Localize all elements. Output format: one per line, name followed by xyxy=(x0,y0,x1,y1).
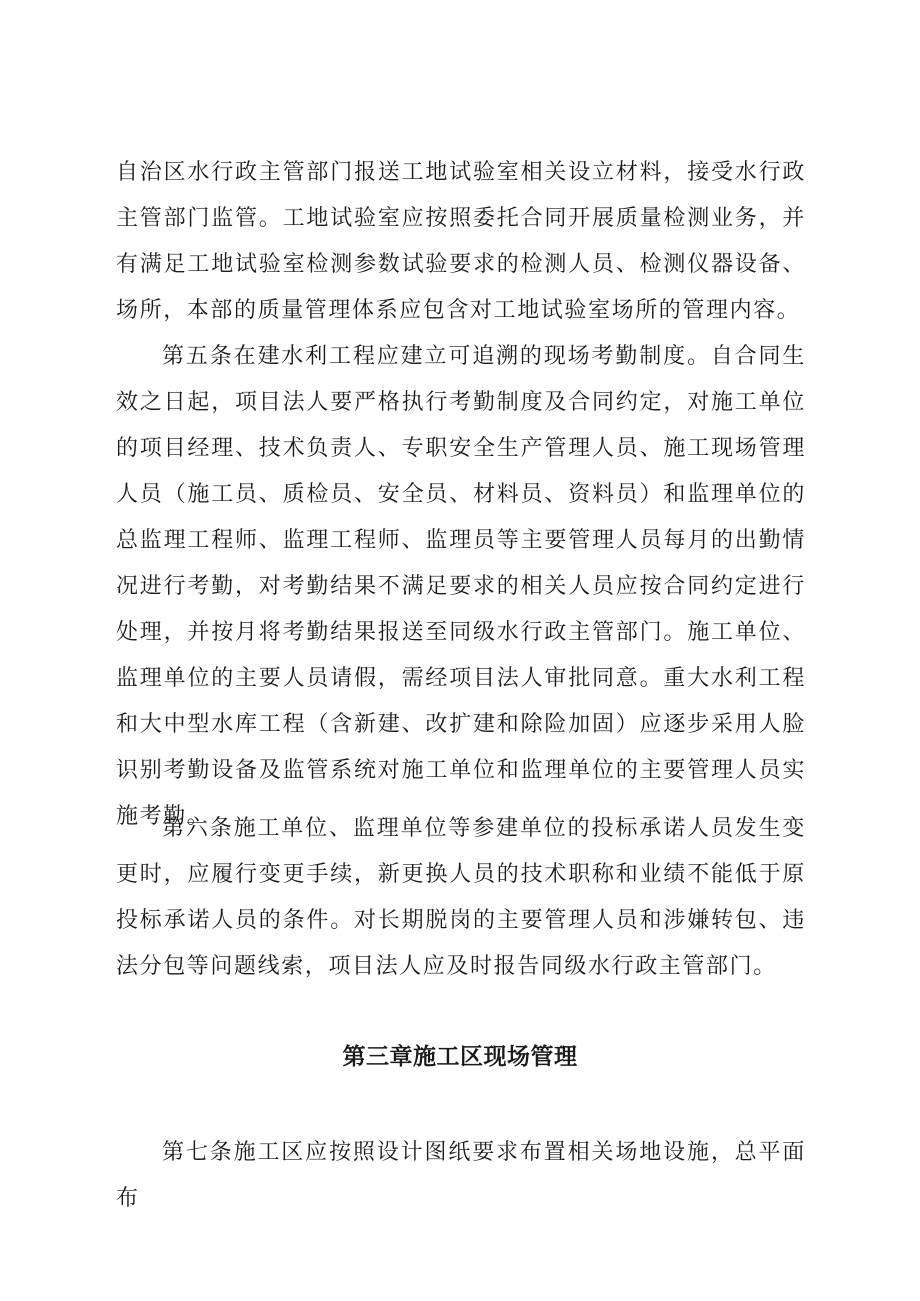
chapter-heading: 第三章施工区现场管理 xyxy=(342,1044,578,1070)
paragraph-lab-materials: 自治区水行政主管部门报送工地试验室相关设立材料，接受水行政主管部门监管。工地试验室应按照委托合同开展质量检测业务，并有满足工地试验室检测参数试验要求的检测人员、检测仪器设备、场所，本部的质量管理体系应包含对工地试验室场所的管理内容。 xyxy=(116,160,806,323)
paragraph-article-5: 第五条在建水利工程应建立可追溯的现场考勤制度。自合同生效之日起，项目法人要严格执行考勤制度及合同约定，对施工单位的项目经理、技术负责人、专职安全生产管理人员、施工现场管理人员（施工员、质检员、安全员、材料员、资料员）和监理单位的总监理工程师、监理工程师、监理员等主要管理人员每月的出勤情况进行考勤，对考勤结果不满足要求的相关人员应按合同约定进行处理，并按月将考勤结果报送至同级水行政主管部门。施工单位、监理单位的主要人员请假，需经项目法人审批同意。重大水利工程和大中型水库工程（含新建、改扩建和除险加固）应逐步采用人脸识别考勤设备及监管系统对施工单位和监理单位的主要管理人员实施考勤。 xyxy=(116,344,806,829)
paragraph-article-6: 第六条施工单位、监理单位等参建单位的投标承诺人员发生变更时，应履行变更手续，新更换人员的技术职称和业绩不能低于原投标承诺人员的条件。对长期脱岗的主要管理人员和涉嫌转包、违法分包等问题线索，项目法人应及时报告同级水行政主管部门。 xyxy=(116,816,806,979)
paragraph-article-7: 第七条施工区应按照设计图纸要求布置相关场地设施，总平面布 xyxy=(116,1140,806,1211)
